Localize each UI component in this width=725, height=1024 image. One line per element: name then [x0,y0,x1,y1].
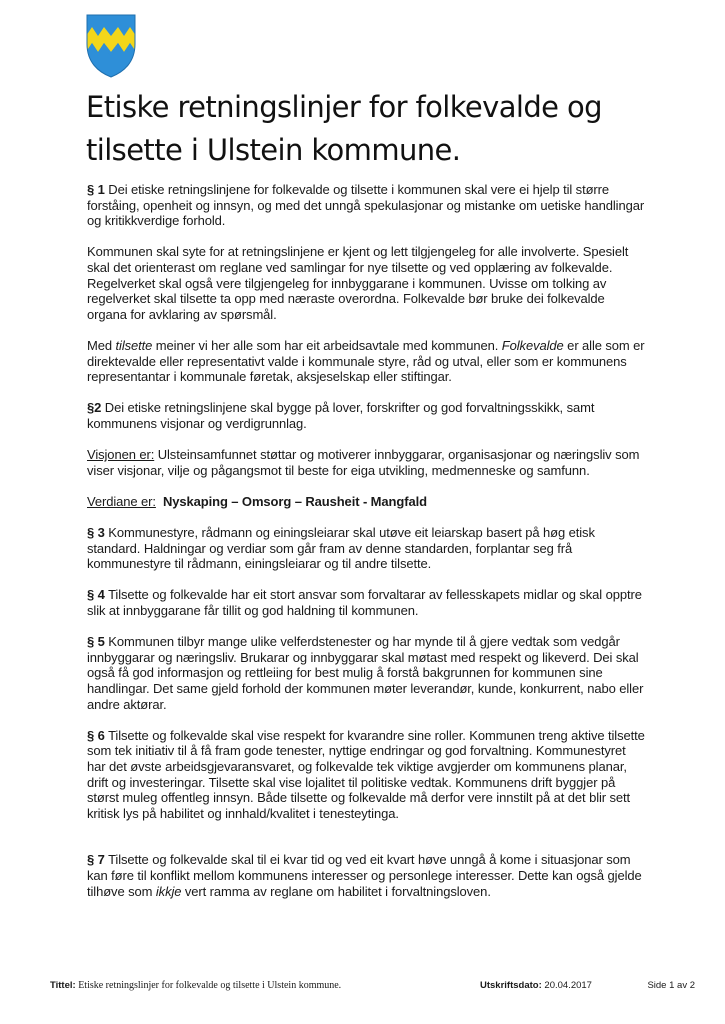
document-body [87,182,647,915]
section-number: § 3 [87,525,105,541]
footer-page-number: Side 1 av 2 [647,980,695,991]
footer-title [50,979,341,993]
paragraph-availability: Kommunen skal syte for at retningslinjene er kjent og lett tilgjengeleg for alle involverte. Spesielt skal det orienterast om reglane ved samlingar for nye tilsette og ved opplæring av folkevalde. Regelverket skal også vere tilgjengeleg for innbyggarane i kommunen. Uvisse om tolking av regelverket skal tilsette ta opp med næraste overordna. Folkevalde bør bruke dei folkevalde organa for avklaring av spørsmål. [87,244,629,322]
footer-date-label: Utskriftsdato: [480,980,542,991]
section-1 [87,182,647,229]
footer-date-value: 20.04.2017 [544,980,592,991]
coat-of-arms-logo [86,14,136,78]
vision-paragraph [87,447,647,478]
section-text: Kommunen tilbyr mange ulike velferdstenester og har mynde til å gjere vedtak som vedgår innbyggarar og næringsliv. Brukarar og innbyggarar skal møtast med respekt og likeverd. Dei skal også få god informasjon og rettleiing for best mulig å forstå bakgrunnen for kommunen sine handlingar. Det same gjeld forhold der kommunen møter leverandør, kunde, konkurrent, nabo eller andre aktørar. [87,634,644,712]
page-footer [50,979,695,993]
section-text: Tilsette og folkevalde skal vise respekt for kvarandre sine roller. Kommunen treng aktive tilsette som tek initiativ til å få fram gode tenester, nyttige endringar og god forvaltning. Kommunestyret har det øvste arbeidsgjevaransvaret, og folkevalde tek viktige avgjerder om kommunens planar, drift og investeringar. Tilsette skal vise lojalitet til politiske vedtak. Kommunens drift byggjer på størst muleg offentleg innsyn. Både tilsette og folkevalde må derfor vere innstilt på at det blir sett kritisk lys på habilitet og innhald/kvalitet i tenesteytinga. [87,727,645,821]
values-text: Nyskaping – Omsorg – Rausheit - Mangfald [162,493,427,509]
footer-title-text: Etiske retningslinjer for folkevalde og tilsette i Ulstein kommune. [78,980,342,991]
section-5 [87,634,647,712]
def-term-folkevalde: Folkevalde [501,337,564,353]
document-title: Etiske retningslinjer for folkevalde og tilsette i Ulstein kommune. [86,90,602,167]
footer-title-label: Tittel: [50,980,76,991]
section-text: Tilsette og folkevalde skal til ei kvar tid og ved eit kvart høve unngå å kome i situasjonar som kan føre til konflikt mellom kommunens interesser og personlege interesser. Dette kan også gjelde tilhøve som [87,852,642,899]
def-post: er alle som er direktevalde eller representativt valde i kommunale styre, råd og utval, eller som er kommunens representantar i kommunale føretak, aksjeselskap eller stiftingar. [87,337,645,385]
section-number: § 5 [87,634,105,650]
def-mid: meiner vi her alle som har eit arbeidsavtale med kommunen. [152,337,502,353]
section-number: § 6 [87,727,105,743]
vision-label: Visjonen er: [87,447,155,463]
def-term-tilsette: tilsette [115,337,153,353]
values-label: Verdiane er: [87,493,156,509]
section-number: § 7 [87,852,105,868]
section-number: §2 [87,400,102,416]
section-3 [87,525,647,572]
paragraph-definitions [87,338,647,385]
def-pre: Med [87,337,116,353]
values-paragraph [87,494,647,510]
section-7 [87,852,647,899]
emphasis-ikkje: ikkje [155,883,182,899]
section-number: § 4 [87,587,105,603]
section-text: Dei etiske retningslinjene skal bygge på lover, forskrifter og god forvaltningsskikk, samt kommunens visjonar og verdigrunnlag. [87,400,595,431]
section-text: Dei etiske retningslinjene for folkevalde og tilsette i kommunen skal vere ei hjelp til større forståing, openheit og innsyn, og med det unngå spekulasjonar og mistanke om uetiske handlingar og kritikkverdige forhold. [87,182,645,229]
section-4 [87,587,647,618]
footer-print-date [480,979,592,993]
section-6 [87,728,647,822]
section-number: § 1 [87,182,105,197]
section-text: Kommunestyre, rådmann og einingsleiarar skal utøve eit leiarskap basert på høg etisk standard. Haldningar og verdiar som går fram av denne standarden, forplantar seg frå kommunestyre til rådmann, einingsleiarar og til andre tilsette. [87,525,595,572]
section-2 [87,400,647,431]
section-text: Tilsette og folkevalde har eit stort ansvar som forvaltarar av fellesskapets midlar og skal opptre slik at innbyggarane får tillit og god haldning til kommunen. [87,587,642,619]
vision-text: Ulsteinsamfunnet støttar og motiverer innbyggarar, organisasjonar og næringsliv som viser visjonar, vilje og pågangsmot til beste for eiga utvikling, medmenneske og samfunn. [87,447,640,478]
section-text-end: vert ramma av reglane om habilitet i forvaltningsloven. [181,883,491,899]
